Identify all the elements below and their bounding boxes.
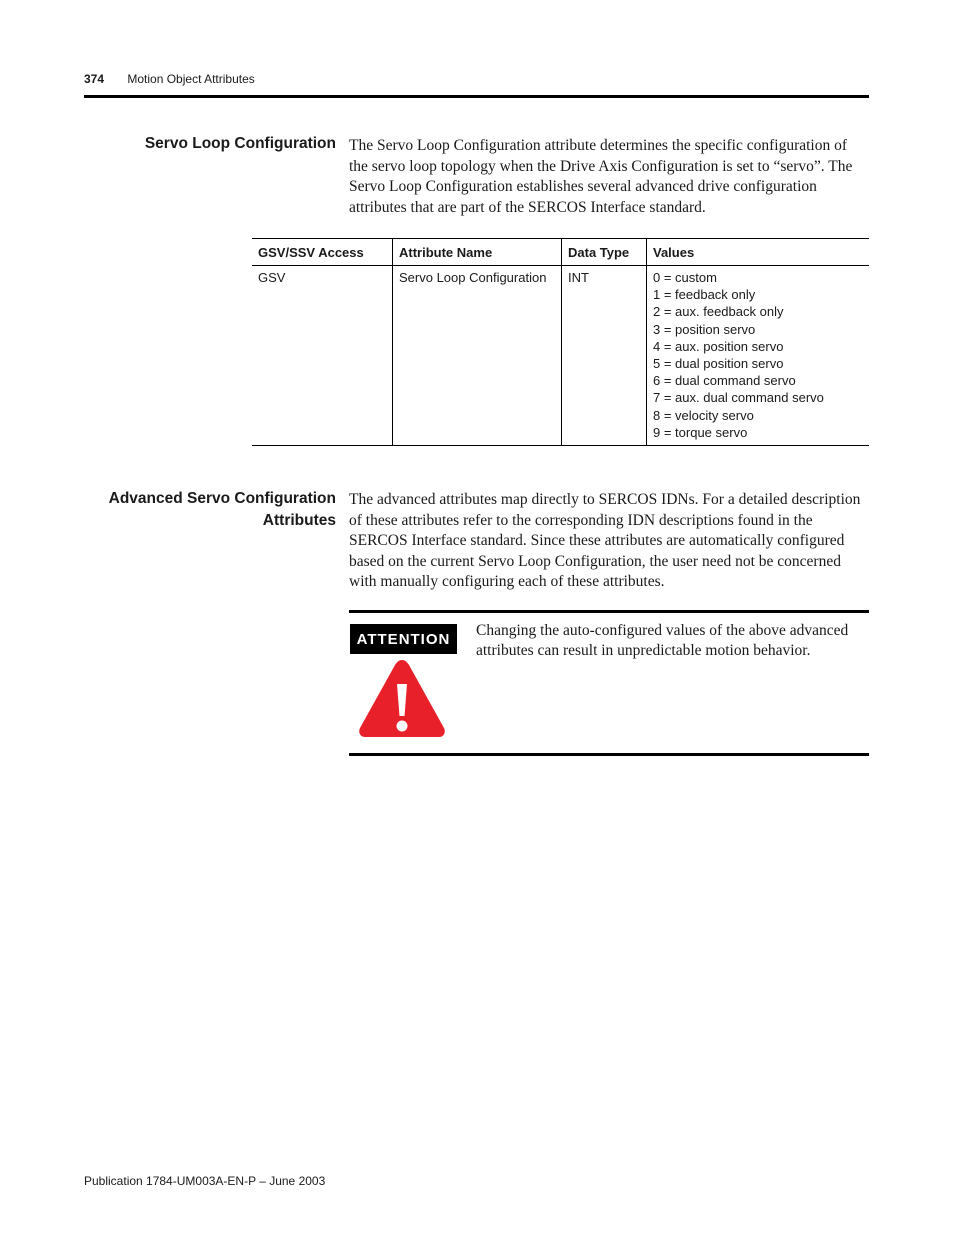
value-item: 4 = aux. position servo [653,338,784,354]
col-header-name: Attribute Name [393,239,562,266]
attention-bottom-rule [349,753,869,756]
value-item: 6 = dual command servo [653,373,796,389]
value-item: 9 = torque servo [653,424,748,440]
cell-values [647,266,870,446]
value-item: 8 = velocity servo [653,407,754,423]
table-row [252,266,869,446]
cell-name: Servo Loop Configuration [393,266,562,446]
col-header-type: Data Type [562,239,647,266]
value-item: 2 = aux. feedback only [653,304,784,320]
value-item: 7 = aux. dual command servo [653,390,824,406]
section-heading-advanced-line2: Attributes [262,512,336,529]
value-item: 0 = custom [653,270,717,285]
attention-top-rule [349,610,869,613]
section-heading-servo-loop: Servo Loop Configuration [144,135,336,152]
table-header-row [252,239,869,266]
warning-triangle-icon [357,656,447,740]
section-heading-advanced [60,488,336,532]
attention-text: Changing the auto-configured values of the above advanced attributes can result in unpredictable motion behavior. [476,622,849,659]
cell-access: GSV [252,266,393,446]
section-paragraph-servo-loop: The Servo Loop Configuration attribute determines the specific configuration of the servo loop topology when the Drive Axis Configuration is set to “servo”. The Servo Loop Configuration establishes several advanced drive configuration attributes that are part of the SERCOS Interface standard. [349,137,853,216]
value-item: 1 = feedback only [653,287,756,303]
page-footer: Publication 1784-UM003A-EN-P – June 2003 [84,1174,326,1188]
section-heading-advanced-line1: Advanced Servo Configuration [108,490,336,507]
header-rule [84,95,869,98]
section-paragraph-advanced: The advanced attributes map directly to SERCOS IDNs. For a detailed description of these attributes refer to the corresponding IDN descriptions found in the SERCOS Interface standard. Since these attributes are automatically configured based on the current Servo Loop Configuration, the user need not be concerned with manually configuring each of these attributes. [349,491,861,590]
cell-type: INT [562,266,647,446]
col-header-values: Values [647,239,870,266]
page-header [84,72,255,86]
running-title: Motion Object Attributes [127,72,255,86]
attention-label: ATTENTION [350,624,457,654]
page-number: 374 [84,72,105,86]
attribute-table [252,238,869,446]
value-item: 5 = dual position servo [653,356,784,372]
value-item: 3 = position servo [653,321,756,337]
col-header-access: GSV/SSV Access [252,239,393,266]
